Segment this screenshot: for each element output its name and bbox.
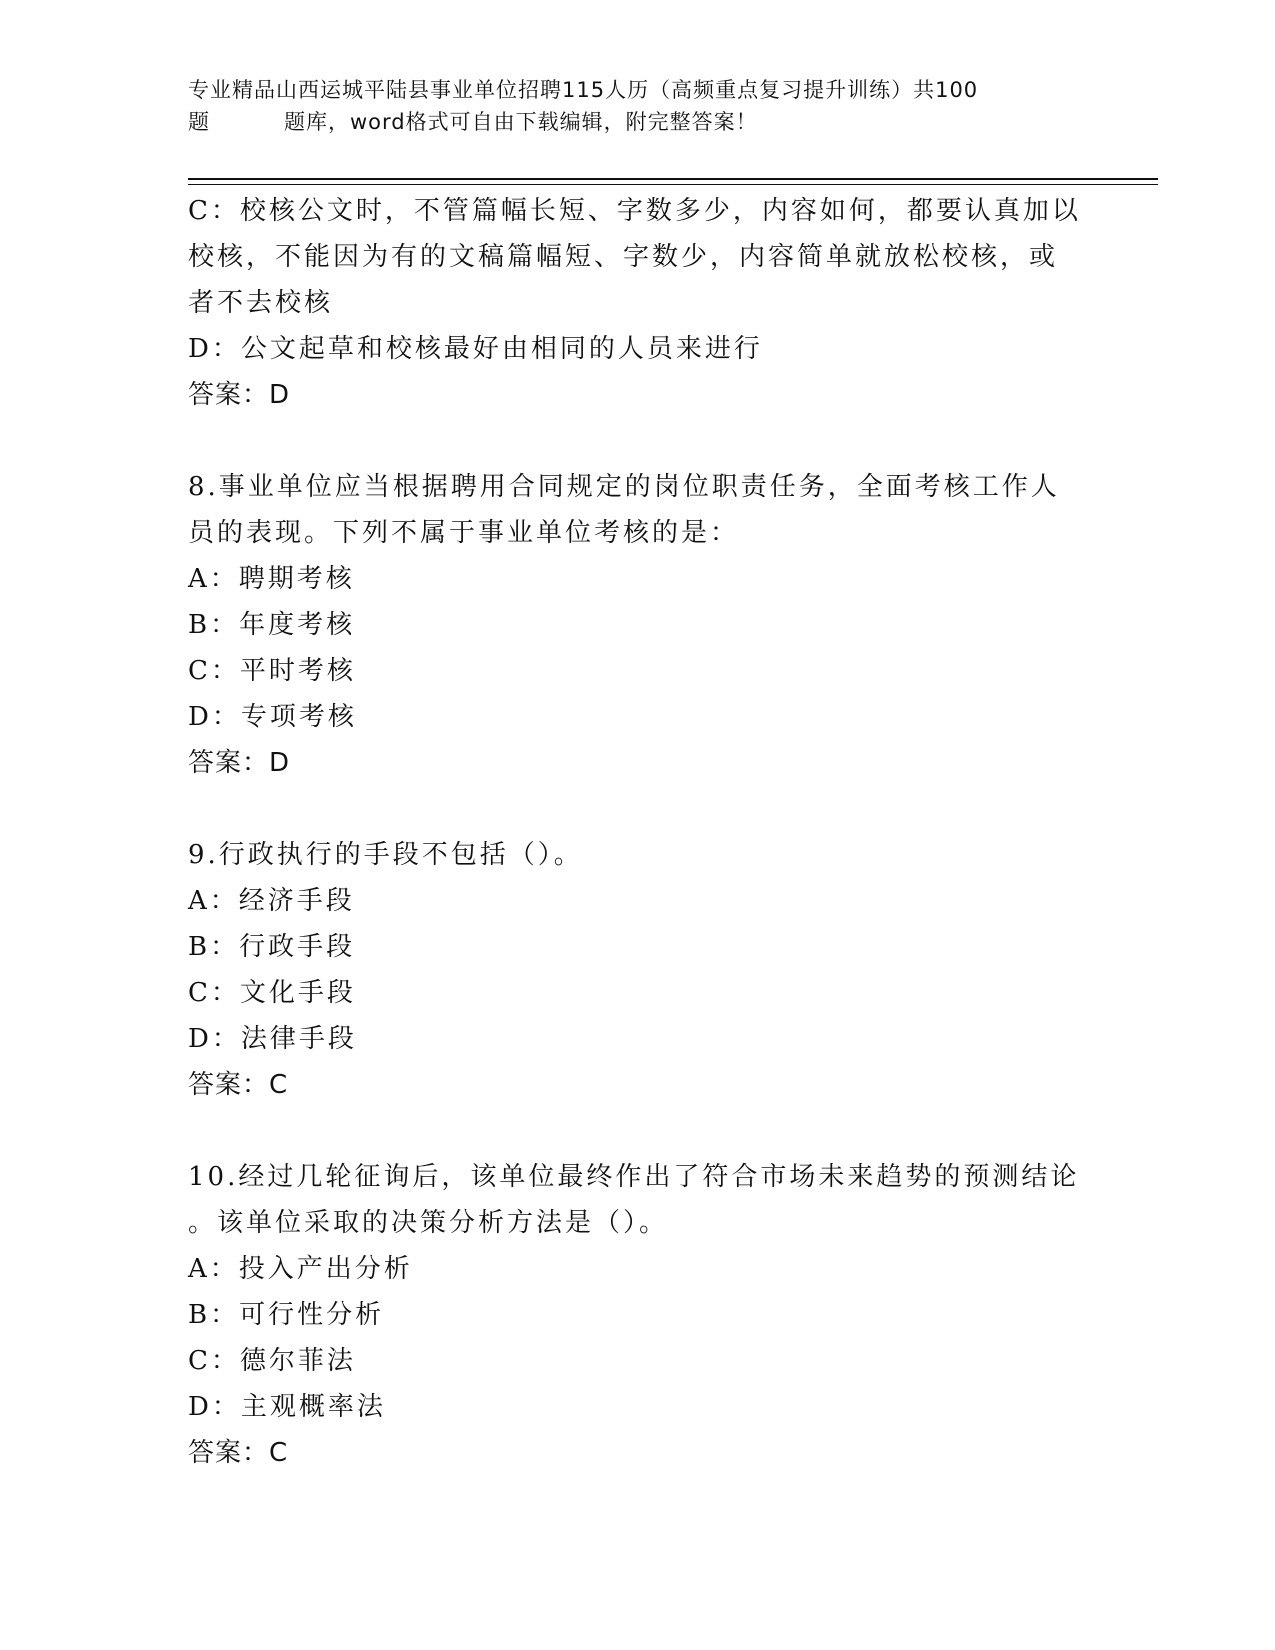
header-title-line-1: 专业精品山西运城平陆县事业单位招聘115人历（高频重点复习提升训练）共100 bbox=[188, 78, 979, 102]
question-8 bbox=[188, 464, 1088, 786]
answer: 答案：C bbox=[188, 1438, 289, 1468]
question-9 bbox=[188, 832, 1088, 1108]
header-divider-thin bbox=[188, 184, 1158, 185]
spacer bbox=[188, 418, 1088, 464]
option-d: D：公文起草和校核最好由相同的人员来进行 bbox=[188, 334, 763, 364]
question-stem-line: 。该单位采取的决策分析方法是（）。 bbox=[188, 1208, 669, 1238]
option-a: A：投入产出分析 bbox=[188, 1254, 413, 1284]
question-stem-line: 员的表现。下列不属于事业单位考核的是： bbox=[188, 518, 740, 548]
spacer bbox=[188, 1108, 1088, 1154]
question-7-continued bbox=[188, 188, 1088, 418]
option-c-line: C：校核公文时，不管篇幅长短、字数多少，内容如何，都要认真加以 bbox=[188, 196, 1081, 226]
question-stem-line: 9.行政执行的手段不包括（）。 bbox=[188, 840, 583, 870]
option-b: B：可行性分析 bbox=[188, 1300, 385, 1330]
option-b: B：年度考核 bbox=[188, 610, 356, 640]
header-title-line-2-lead: 题 bbox=[188, 110, 210, 134]
option-a: A：经济手段 bbox=[188, 886, 355, 916]
option-c: C：德尔菲法 bbox=[188, 1346, 356, 1376]
header-title-line-2 bbox=[188, 106, 1088, 138]
option-a: A：聘期考核 bbox=[188, 564, 355, 594]
option-c-line: 者不去校核 bbox=[188, 288, 334, 318]
option-d: D：主观概率法 bbox=[188, 1392, 386, 1422]
question-body bbox=[188, 188, 1088, 1476]
option-c-line: 校核，不能因为有的文稿篇幅短、字数少，内容简单就放松校核，或 bbox=[188, 242, 1059, 272]
answer: 答案：D bbox=[188, 380, 291, 410]
option-d: D：专项考核 bbox=[188, 702, 357, 732]
question-stem-line: 10.经过几轮征询后，该单位最终作出了符合市场未来趋势的预测结论 bbox=[188, 1162, 1080, 1192]
header-divider-thick bbox=[188, 178, 1158, 180]
option-c: C：平时考核 bbox=[188, 656, 356, 686]
spacer bbox=[188, 786, 1088, 832]
question-stem-line: 8.事业单位应当根据聘用合同规定的岗位职责任务，全面考核工作人 bbox=[188, 472, 1060, 502]
answer: 答案：C bbox=[188, 1070, 289, 1100]
answer: 答案：D bbox=[188, 748, 291, 778]
option-b: B：行政手段 bbox=[188, 932, 356, 962]
question-10 bbox=[188, 1154, 1088, 1476]
document-header bbox=[188, 74, 1088, 138]
option-c: C：文化手段 bbox=[188, 978, 356, 1008]
option-d: D：法律手段 bbox=[188, 1024, 357, 1054]
header-title-line-2-rest: 题库，word格式可自由下载编辑，附完整答案！ bbox=[284, 110, 758, 134]
